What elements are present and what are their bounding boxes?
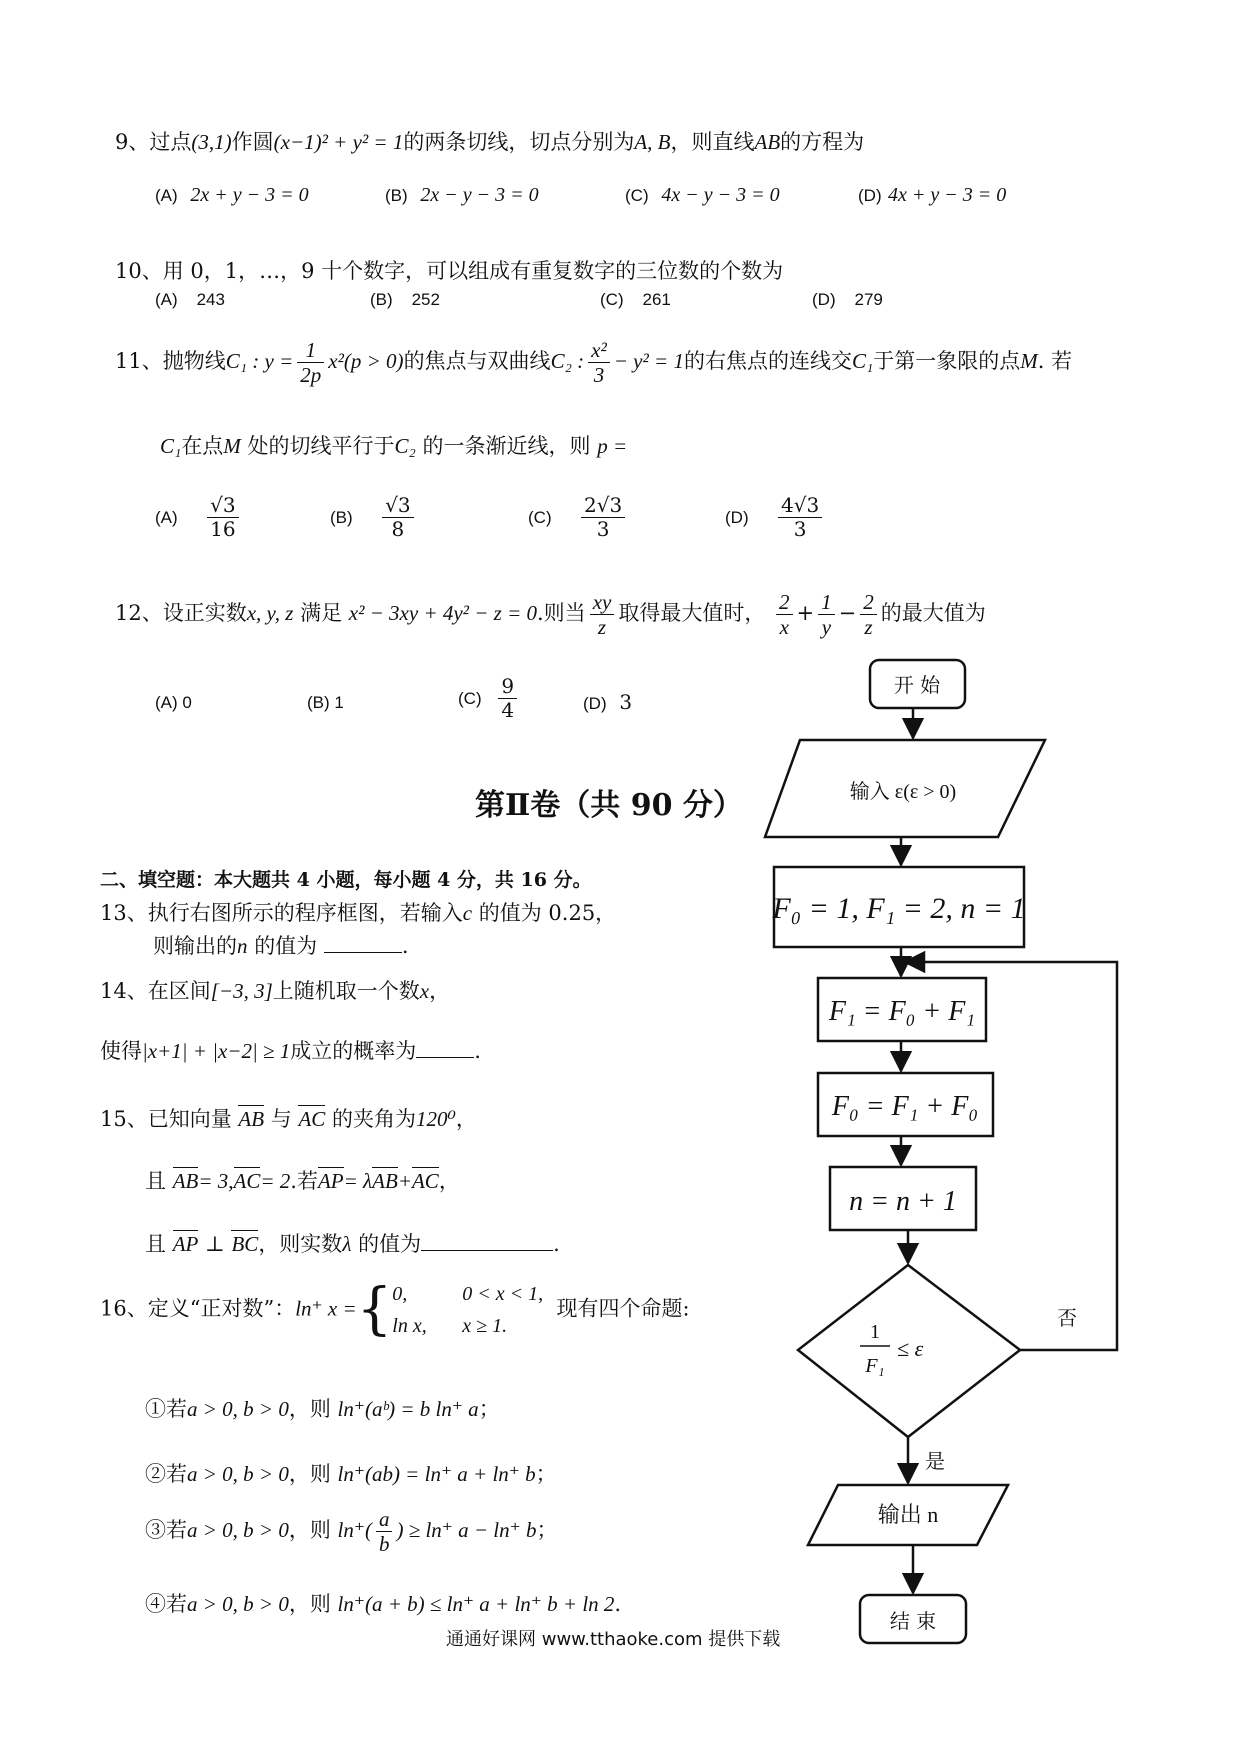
flowchart-output-label: 输出 n [877, 1502, 939, 1527]
flowchart-condition-relation: ≤ ε [897, 1336, 924, 1361]
flowchart-condition-numerator: 1 [870, 1321, 880, 1343]
q12-option-c: (C) $\frac{9}{4}$ [458, 675, 521, 722]
flowchart-init-label: F₀ = 1, F₁ = 2, n = 1 [772, 892, 1026, 925]
q14-line1: 14、在区间[−3, 3]上随机取一个数x， [100, 979, 451, 1003]
q13-line2: 则输出的n 的值为 . [153, 934, 409, 958]
q16-prop-3: ③若a > 0, b > 0，则 ln⁺( $\frac{a}{b}$ ) ≥ ln⁺ a − ln⁺ b； [145, 1507, 558, 1557]
q15-line2: 且 AB= 3,AC= 2.若AP= λAB+AC， [145, 1169, 460, 1193]
q10-stem: 10、用 0，1，…，9 十个数字，可以组成有重复数字的三位数的个数为 [115, 259, 784, 283]
q11-stem-line2: C₁在点M 处的切线平行于C₂ 的一条渐近线，则 p = [160, 434, 628, 458]
q12-option-b: (B) 1 [307, 693, 344, 712]
q11-option-c: (C) $\frac{2√3}{3}$ [528, 494, 629, 541]
q16-prop-1: ①若a > 0, b > 0，则 ln⁺(aᵇ) = b ln⁺ a； [145, 1397, 500, 1421]
q12-stem: 12、设正实数x, y, z 满足 x² − 3xy + 4y² − z = 0.则当 $\frac{xy}{z}$ 取得最大值时， $\frac{2}{x}$ + $\frac{1}{y}$ − $\frac{2}{z}$ 的最大值为 [115, 590, 986, 640]
q15-line3: 且 AP ⊥ BC，则实数λ 的值为 . [145, 1232, 560, 1256]
q9-option-b: (B) 2x − y − 3 = 0 [385, 184, 539, 206]
q16-prop-2: ②若a > 0, b > 0，则 ln⁺(ab) = ln⁺ a + ln⁺ b； [145, 1462, 557, 1486]
section-2-heading: 第Ⅱ卷（共 90 分） [475, 788, 743, 823]
q13-line1: 13、执行右图所示的程序框图，若输入c 的值为 0.25， [100, 901, 617, 925]
q16-stem: 16、定义“正对数”：ln⁺ x ={0, 0 < x < 1, ln x, x ≥ 1. 现有四个命题: [100, 1277, 690, 1342]
fill-in-section-title: 二、填空题：本大题共 4 小题，每小题 4 分，共 16 分。 [100, 869, 592, 891]
q9-stem: 9、过点(3,1)作圆(x−1)² + y² = 1的两条切线，切点分别为A, B，则直线AB的方程为 [115, 130, 865, 154]
q11-hyperbola-fraction: $\frac{\text{x²}}{3}$ [588, 338, 610, 387]
flowchart-start-label: 开 始 [893, 673, 941, 697]
q16-prop-4: ④若a > 0, b > 0，则 ln⁺(a + b) ≤ ln⁺ a + ln⁺ b + ln 2. [145, 1592, 622, 1616]
flowchart-condition-denominator: F₁ [865, 1355, 885, 1377]
flowchart-end-label: 结 束 [889, 1609, 937, 1633]
q11-option-a: (A) $\frac{√3}{16}$ [155, 494, 243, 541]
q9-option-c: (C) 4x − y − 3 = 0 [625, 184, 780, 206]
flowchart-step1-label: F₁ = F₀ + F₁ [828, 996, 976, 1027]
flowchart-input-label: 输入 ε(ε > 0) [849, 781, 957, 803]
q9-option-d: (D) 4x + y − 3 = 0 [858, 184, 1007, 206]
flowchart-step3-label: n = n + 1 [849, 1186, 957, 1217]
q11-parabola-coefficient: $\frac{1}{2p}$ [297, 338, 324, 387]
q14-line2: 使得|x+1| + |x−2| ≥ 1成立的概率为 . [100, 1039, 481, 1063]
q11-option-b: (B) $\frac{√3}{8}$ [330, 494, 418, 541]
q10-option-b: (B) 252 [370, 290, 440, 309]
q12-option-d: (D) 3 [583, 690, 633, 714]
page-footer: 通通好课网 www.tthaoke.com 提供下载 [446, 1629, 781, 1650]
q11-option-d: (D) $\frac{4√3}{3}$ [725, 494, 826, 541]
flowchart-step2-label: F₀ = F₁ + F₀ [831, 1091, 979, 1122]
q11-stem: 11、抛物线C₁ : y = $\frac{1}{2p}$ x²(p > 0)的焦点与双曲线C₂ : $\frac{\text{x²}}{3}$ − y² = 1的右焦点的连线交C₁于第一象限的点M. 若 [115, 338, 1073, 388]
q10-option-d: (D) 279 [812, 290, 883, 309]
q12-option-a: (A) 0 [155, 693, 192, 712]
flowchart-yes-label: 是 [925, 1449, 945, 1473]
flowchart-no-label: 否 [1057, 1306, 1077, 1330]
q16-cases: 0, 0 < x < 1, ln x, x ≥ 1. [392, 1283, 544, 1337]
q15-line1: 15、已知向量 AB 与 AC 的夹角为120⁰， [100, 1107, 477, 1131]
q10-option-a: (A) 243 [155, 290, 225, 309]
q10-option-c: (C) 261 [600, 290, 671, 309]
q9-option-a: (A) 2x + y − 3 = 0 [155, 184, 309, 206]
